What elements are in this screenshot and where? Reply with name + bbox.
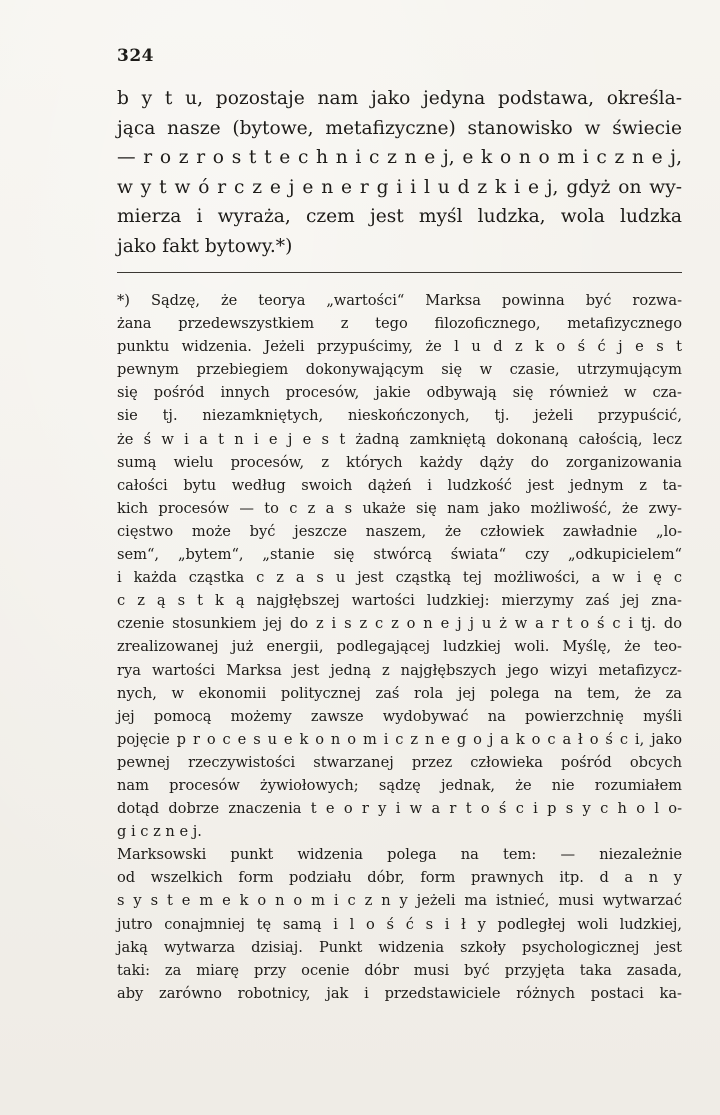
footnote-line: jaką wytwarza dzisiaj. Punkt widzenia szkoły psychologicznej jest xyxy=(117,938,682,956)
main-text-line: — r o z r o s t t e c h n i c z n e j, e k o n o m i c z n e j, xyxy=(117,147,682,168)
footnote-line: pewnej rzeczywistości stwarzanej przez człowieka pośród obcych xyxy=(117,753,682,771)
main-text-line: w y t w ó r c z e j e n e r g i i l u d z k i e j, gdyż on wy- xyxy=(117,176,682,198)
footnote-line: pewnym przebiegiem dokonywającym się w czasie, utrzymującym xyxy=(117,361,682,379)
footnote-line: zrealizowanej już energii, podlegającej ludzkiej woli. Myślę, że teo- xyxy=(117,638,682,656)
footnote-line: pojęcie p r o c e s u e k o n o m i c z n e g o j a k o c a ł o ś c i, jako xyxy=(117,730,682,748)
footnote-line: kich procesów — to c z a s ukaże się nam jako możliwość, że zwy- xyxy=(117,499,682,517)
main-text-line: jąca nasze (bytowe, metafizyczne) stanowisko w świecie xyxy=(117,117,682,139)
footnote-line: od wszelkich form podziału dóbr, form prawnych itp. d a n y xyxy=(117,869,682,887)
footnote-line: sem“, „bytem“, „stanie się stwórcą świata“ czy „odkupicielem“ xyxy=(117,546,682,564)
footnote xyxy=(117,289,682,1005)
main-text-line: jako fakt bytowy.*) xyxy=(117,235,293,257)
footnote-line: że ś w i a t n i e j e s t żadną zamkniętą dokonaną całością, lecz xyxy=(117,430,682,448)
footnote-line: sumą wielu procesów, z których każdy dąży do zorganizowania xyxy=(117,453,682,471)
footnote-line: c z ą s t k ą najgłębszej wartości ludzkiej: mierzymy zaś jej zna- xyxy=(117,592,682,610)
main-paragraph xyxy=(117,84,682,261)
footnote-line: jutro conajmniej tę samą i l o ś ć s i ł y podległej woli ludzkiej, xyxy=(117,915,682,933)
footnote-line: g i c z n e j. xyxy=(117,823,202,841)
footnote-line: cięstwo może być jeszcze naszem, że człowiek zawładnie „lo- xyxy=(117,522,682,540)
footnote-line: żana przedewszystkiem z tego filozoficznego, metafizycznego xyxy=(117,315,682,333)
footnote-line: całości bytu według swoich dążeń i ludzkość jest jednym z ta- xyxy=(117,476,682,494)
footnote-line: się pośród innych procesów, jakie odbywają się również w cza- xyxy=(117,384,682,402)
footnote-line: s y s t e m e k o n o m i c z n y jeżeli ma istnieć, musi wytwarzać xyxy=(117,892,682,910)
footnote-line: dotąd dobrze znaczenia t e o r y i w a r t o ś c i p s y c h o l o- xyxy=(117,800,682,818)
main-text-line: mierza i wyraża, czem jest myśl ludzka, wola ludzka xyxy=(117,206,682,227)
footnote-divider xyxy=(117,272,682,273)
footnote-line: jej pomocą możemy zawsze wydobywać na powierzchnię myśli xyxy=(117,707,682,725)
footnote-line: i każda cząstka c z a s u jest cząstką tej możliwości, a w i ę c xyxy=(117,569,682,587)
footnote-line: sie tj. niezamkniętych, nieskończonych, tj. jeżeli przypuścić, xyxy=(117,407,682,425)
footnote-line: czenie stosunkiem jej do z i s z c z o n e j j u ż w a r t o ś c i tj. do xyxy=(117,615,682,633)
footnote-line: aby zarówno robotnicy, jak i przedstawiciele różnych postaci ka- xyxy=(117,984,682,1002)
footnote-line: Marksowski punkt widzenia polega na tem: — niezależnie xyxy=(117,846,682,864)
footnote-line: nych, w ekonomii politycznej zaś rola jej polega na tem, że za xyxy=(117,684,682,702)
footnote-line: taki: za miarę przy ocenie dóbr musi być przyjęta taka zasada, xyxy=(117,961,682,979)
footnote-line: nam procesów żywiołowych; sądzę jednak, że nie rozumiałem xyxy=(117,776,682,794)
page-number: 324 xyxy=(117,46,154,66)
footnote-line: punktu widzenia. Jeżeli przypuścimy, że l u d z k o ś ć j e s t xyxy=(117,338,682,356)
main-text-line: b y t u, pozostaje nam jako jedyna podstawa, określa- xyxy=(117,88,682,109)
footnote-line: *) Sądzę, że teorya „wartości“ Marksa powinna być rozwa- xyxy=(117,292,682,309)
footnote-line: rya wartości Marksa jest jedną z najgłębszych jego wizyi metafizycz- xyxy=(117,661,682,679)
